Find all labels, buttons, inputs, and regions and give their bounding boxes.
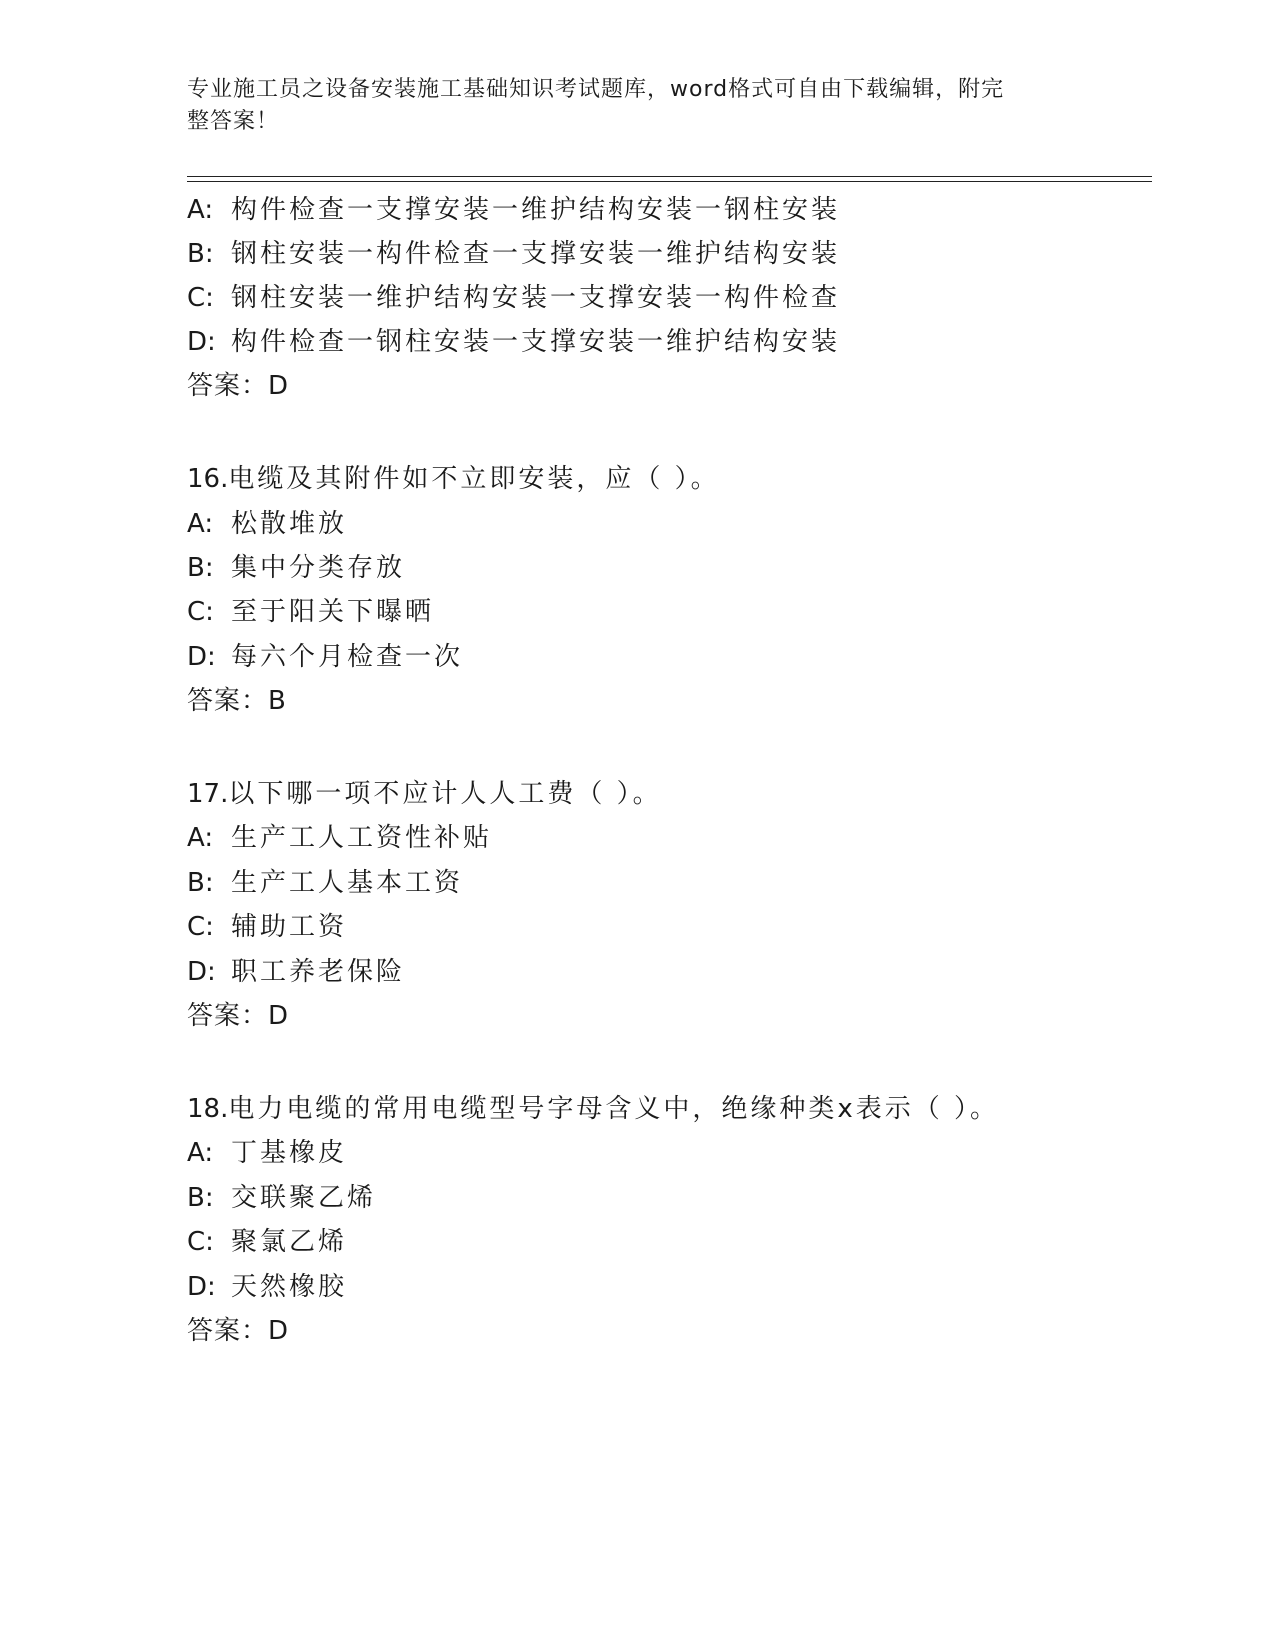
option-text: 职工养老保险 — [231, 957, 406, 987]
q17-option-a — [187, 821, 492, 855]
q16-option-d — [187, 640, 463, 674]
option-label: A: — [187, 509, 214, 539]
option-label: D: — [187, 1272, 216, 1302]
q18-answer: 答案：D — [187, 1316, 290, 1346]
option-label: C: — [187, 912, 214, 942]
q17-stem — [187, 777, 662, 811]
header-divider-top — [187, 176, 1152, 177]
option-label: D: — [187, 642, 216, 672]
option-label: B: — [187, 868, 214, 898]
option-label: B: — [187, 239, 214, 269]
option-label: C: — [187, 597, 214, 627]
option-label: A: — [187, 195, 214, 225]
option-text: 松散堆放 — [231, 509, 348, 539]
q15-answer: 答案：D — [187, 371, 290, 401]
question-number: 17. — [187, 779, 229, 809]
document-header — [187, 74, 1067, 138]
question-number: 18. — [187, 1094, 229, 1124]
q17-option-b — [187, 866, 463, 900]
option-text: 钢柱安装一构件检查一支撑安装一维护结构安装 — [231, 239, 841, 269]
header-title-line2: 整答案！ — [187, 109, 280, 134]
q18-option-c — [187, 1225, 347, 1259]
option-text: 构件检查一钢柱安装一支撑安装一维护结构安装 — [231, 327, 841, 357]
option-label: C: — [187, 283, 214, 313]
option-text: 构件检查一支撑安装一维护结构安装一钢柱安装 — [231, 195, 841, 225]
q16-option-c — [187, 595, 434, 629]
option-label: D: — [187, 957, 216, 987]
option-label: B: — [187, 1183, 214, 1213]
q15-option-d — [187, 325, 840, 359]
option-text: 集中分类存放 — [231, 553, 406, 583]
question-text: 以下哪一项不应计人人工费（ ）。 — [228, 779, 662, 809]
header-divider-bottom — [187, 181, 1152, 182]
q17-option-c — [187, 910, 347, 944]
q16-stem — [187, 462, 720, 496]
question-text: 电缆及其附件如不立即安装，应（ ）。 — [228, 464, 720, 494]
option-text: 交联聚乙烯 — [231, 1183, 377, 1213]
q18-option-a — [187, 1136, 347, 1170]
option-label: D: — [187, 327, 216, 357]
question-number: 16. — [187, 464, 229, 494]
option-text: 每六个月检查一次 — [231, 642, 464, 672]
option-text: 至于阳关下曝晒 — [231, 597, 435, 627]
option-label: C: — [187, 1227, 214, 1257]
q16-answer: 答案：B — [187, 686, 287, 716]
q15-option-a — [187, 193, 840, 227]
option-label: A: — [187, 1138, 214, 1168]
option-label: A: — [187, 823, 214, 853]
option-text: 天然橡胶 — [231, 1272, 348, 1302]
q15-option-c — [187, 281, 840, 315]
option-text: 聚氯乙烯 — [231, 1227, 348, 1257]
q15-option-b — [187, 237, 840, 271]
q18-option-b — [187, 1181, 376, 1215]
option-text: 生产工人基本工资 — [231, 868, 464, 898]
q16-option-a — [187, 507, 347, 541]
header-title-line1: 专业施工员之设备安装施工基础知识考试题库，word格式可自由下载编辑，附完 — [187, 77, 1005, 102]
q17-option-d — [187, 955, 405, 989]
q16-option-b — [187, 551, 405, 585]
q17-answer: 答案：D — [187, 1001, 290, 1031]
option-text: 生产工人工资性补贴 — [231, 823, 493, 853]
option-text: 辅助工资 — [231, 912, 348, 942]
option-label: B: — [187, 553, 214, 583]
q18-option-d — [187, 1270, 347, 1304]
option-text: 钢柱安装一维护结构安装一支撑安装一构件检查 — [231, 283, 841, 313]
q18-stem — [187, 1092, 999, 1126]
option-text: 丁基橡皮 — [231, 1138, 348, 1168]
question-text: 电力电缆的常用电缆型号字母含义中，绝缘种类x表示（ ）。 — [228, 1094, 1000, 1124]
